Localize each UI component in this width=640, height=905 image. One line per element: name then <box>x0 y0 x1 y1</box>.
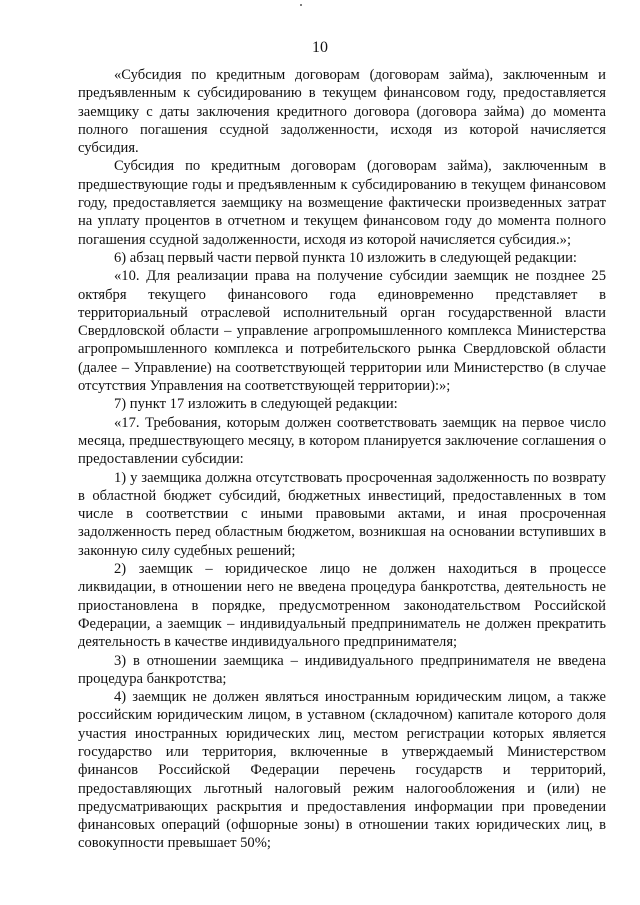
paragraph: 7) пункт 17 изложить в следующей редакции: <box>114 396 398 413</box>
page-number: 10 <box>312 39 328 56</box>
paragraph: «17. Требования, которым должен соответствовать заемщик на первое число месяца, предшествующего месяцу, в котором планируется заключение соглашения о предоставлении субсидии: <box>78 414 606 468</box>
paragraph: «10. Для реализации права на получение субсидии заемщик не позднее 25 октября текущего финансового года единовременно представляет в территориальный отраслевой исполнительный орган государственной власти Свердловской области – управление агропромышленного комплекса Министерства агропромышленного комплекса и потребительского рынка Свердловской области (далее – Управление) на соответствующей территории или Министерство (в случае отсутствия Управления на соответствующей территории):»; <box>78 268 606 395</box>
document-body <box>78 66 606 853</box>
paragraph: 1) у заемщика должна отсутствовать просроченная задолженность по возврату в областной бюджет субсидий, бюджетных инвестиций, предоставленных в том числе в соответствии с иными правовыми актами, и иная просроченная задолженность перед областным бюджетом, возникшая на основании вступивших в законную силу судебных решений; <box>78 469 606 559</box>
paragraph: 4) заемщик не должен являться иностранным юридическим лицом, а также российским юридическим лицом, в уставном (складочном) капитале которого доля участия иностранных юридических лиц, местом регистрации которых является государство или территория, включенные в утверждаемый Министерством финансов Российской Федерации перечень государств и территорий, предоставляющих льготный налоговый режим налогообложения и (или) не предусматривающих раскрытия и предоставления информации при проведении финансовых операций (офшорные зоны) в отношении таких юридических лиц, в совокупности превышает 50%; <box>78 689 606 852</box>
paragraph: 6) абзац первый части первой пункта 10 изложить в следующей редакции: <box>114 249 577 266</box>
paragraph: 2) заемщик – юридическое лицо не должен находиться в процессе ликвидации, в отношении него не введена процедура банкротства, деятельность не приостановлена в порядке, предусмотренном законодательством Российской Федерации, а заемщик – индивидуальный предприниматель не должен прекратить деятельность в качестве индивидуального предпринимателя; <box>78 561 606 651</box>
paragraph: Субсидия по кредитным договорам (договорам займа), заключенным в предшествующие годы и предъявленным к субсидированию в текущем финансовом году, предоставляется заемщику на возмещение фактически произведенных затрат на уплату процентов в отчетном и текущем финансовом году до момента полного погашения ссудной задолженности, исходя из которой начисляется субсидия.»; <box>78 158 606 248</box>
scan-speck <box>300 4 302 6</box>
paragraph: «Субсидия по кредитным договорам (договорам займа), заключенным и предъявленным к субсидированию в текущем финансовом году, предоставляется заемщику с даты заключения кредитного договора (договора займа) до момента полного погашения ссудной задолженности, исходя из которой начисляется субсидия. <box>78 67 606 157</box>
paragraph: 3) в отношении заемщика – индивидуального предпринимателя не введена процедура банкротства; <box>78 652 606 687</box>
